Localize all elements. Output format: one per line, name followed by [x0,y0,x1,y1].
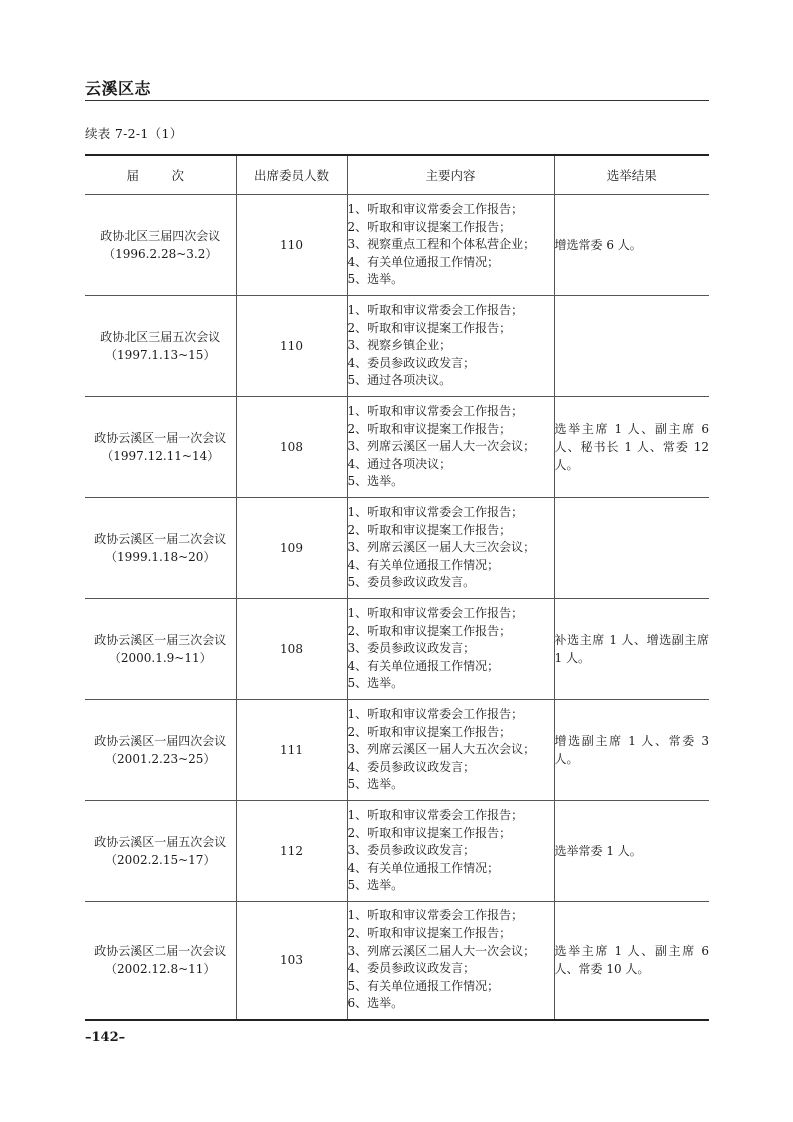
result-cell: 增选副主席 1 人、常委 3 人。 [554,700,709,801]
table-row [85,296,709,397]
book-title: 云溪区志 [85,79,152,98]
session-dates: （1999.1.18~20） [105,550,216,564]
session-cell [85,195,236,296]
content-item: 4、通过各项决议； [347,456,452,471]
page-number: –142– [85,1030,126,1045]
content-item: 1、听取和审议常委会工作报告； [347,202,524,217]
content-item: 3、列席云溪区一届人大一次会议； [347,439,536,454]
content-item: 2、听取和审议提案工作报告； [347,724,512,739]
session-dates: （2000.1.9~11） [108,651,212,665]
content-item: 5、通过各项决议。 [347,373,452,388]
session-cell [85,801,236,902]
session-name: 政协云溪区一届二次会议 [94,532,227,546]
session-dates: （2001.2.23~25） [105,752,216,766]
content-item: 5、选举。 [347,777,404,792]
table-row [85,498,709,599]
column-header-contents: 主要内容 [347,155,554,195]
table-row [85,902,709,1020]
result-cell: 选举主席 1 人、副主席 6 人、常委 10 人。 [554,902,709,1020]
content-item: 3、列席云溪区一届人大三次会议； [347,540,536,555]
attendance-cell: 110 [236,296,347,397]
content-item: 4、有关单位通报工作情况； [347,860,500,875]
attendance-cell: 112 [236,801,347,902]
column-header-session: 届 次 [85,155,236,195]
result-cell: 增选常委 6 人。 [554,195,709,296]
table-row [85,700,709,801]
content-item: 4、委员参政议政发言； [347,759,476,774]
content-item: 4、委员参政议政发言； [347,961,476,976]
session-dates: （1997.1.13~15） [105,348,216,362]
contents-cell [347,498,554,599]
content-item: 3、委员参政议政发言； [347,843,476,858]
attendance-cell: 108 [236,397,347,498]
result-cell [554,498,709,599]
session-name: 政协北区三届四次会议 [100,229,221,243]
session-cell [85,296,236,397]
content-item: 4、有关单位通报工作情况； [347,557,500,572]
content-item: 1、听取和审议常委会工作报告； [347,404,524,419]
content-item: 1、听取和审议常委会工作报告； [347,303,524,318]
table-caption: 续表 7-2-1（1） [85,126,183,141]
result-cell [554,296,709,397]
sessions-table [85,154,709,1021]
session-cell [85,498,236,599]
table-row [85,195,709,296]
content-item: 2、听取和审议提案工作报告； [347,320,512,335]
content-item: 3、视察重点工程和个体私营企业； [347,237,536,252]
contents-cell [347,397,554,498]
content-item: 5、选举。 [347,272,404,287]
content-item: 2、听取和审议提案工作报告； [347,522,512,537]
content-item: 5、选举。 [347,878,404,893]
session-name: 政协北区三届五次会议 [100,330,221,344]
content-item: 5、委员参政议政发言。 [347,575,476,590]
column-header-attendance: 出席委员人数 [236,155,347,195]
result-cell: 选举主席 1 人、副主席 6 人、秘书长 1 人、常委 12 人。 [554,397,709,498]
result-cell: 选举常委 1 人。 [554,801,709,902]
session-cell [85,599,236,700]
attendance-cell: 109 [236,498,347,599]
content-item: 2、听取和审议提案工作报告； [347,219,512,234]
session-dates: （2002.2.15~17） [105,853,216,867]
session-cell [85,397,236,498]
content-item: 1、听取和审议常委会工作报告； [347,808,524,823]
session-dates: （1996.2.28~3.2） [103,247,218,261]
content-item: 1、听取和审议常委会工作报告； [347,707,524,722]
attendance-cell: 110 [236,195,347,296]
content-item: 5、有关单位通报工作情况； [347,978,500,993]
session-dates: （2002.12.8~11） [105,962,216,977]
content-item: 2、听取和审议提案工作报告； [347,623,512,638]
result-cell: 补选主席 1 人、增选副主席 1 人。 [554,599,709,700]
content-item: 2、听取和审议提案工作报告； [347,421,512,436]
contents-cell [347,599,554,700]
table-row [85,397,709,498]
content-item: 3、视察乡镇企业； [347,338,452,353]
contents-cell [347,801,554,902]
content-item: 5、选举。 [347,474,404,489]
content-item: 3、列席云溪区二届人大一次会议； [347,943,536,958]
content-item: 2、听取和审议提案工作报告； [347,825,512,840]
session-name: 政协云溪区一届一次会议 [94,431,227,445]
session-name: 政协云溪区二届一次会议 [94,944,227,959]
session-cell [85,902,236,1020]
content-item: 4、有关单位通报工作情况； [347,658,500,673]
content-item: 2、听取和审议提案工作报告； [347,926,512,941]
attendance-cell: 103 [236,902,347,1020]
session-name: 政协云溪区一届五次会议 [94,835,227,849]
table-header-row [85,155,709,195]
contents-cell [347,902,554,1020]
attendance-cell: 108 [236,599,347,700]
session-name: 政协云溪区一届四次会议 [94,734,227,748]
content-item: 3、委员参政议政发言； [347,641,476,656]
content-item: 4、委员参政议政发言； [347,355,476,370]
content-item: 3、列席云溪区一届人大五次会议； [347,742,536,757]
contents-cell [347,296,554,397]
session-name: 政协云溪区一届三次会议 [94,633,227,647]
table-body [85,195,709,1020]
session-dates: （1997.12.11~14） [101,449,220,463]
table-row [85,801,709,902]
attendance-cell: 111 [236,700,347,801]
contents-cell [347,195,554,296]
content-item: 1、听取和审议常委会工作报告； [347,908,524,923]
contents-cell [347,700,554,801]
session-cell [85,700,236,801]
content-item: 1、听取和审议常委会工作报告； [347,505,524,520]
table-row [85,599,709,700]
header-rule [85,100,709,101]
content-item: 5、选举。 [347,676,404,691]
column-header-result: 选举结果 [554,155,709,195]
content-item: 1、听取和审议常委会工作报告； [347,606,524,621]
content-item: 6、选举。 [347,996,404,1011]
content-item: 4、有关单位通报工作情况； [347,254,500,269]
